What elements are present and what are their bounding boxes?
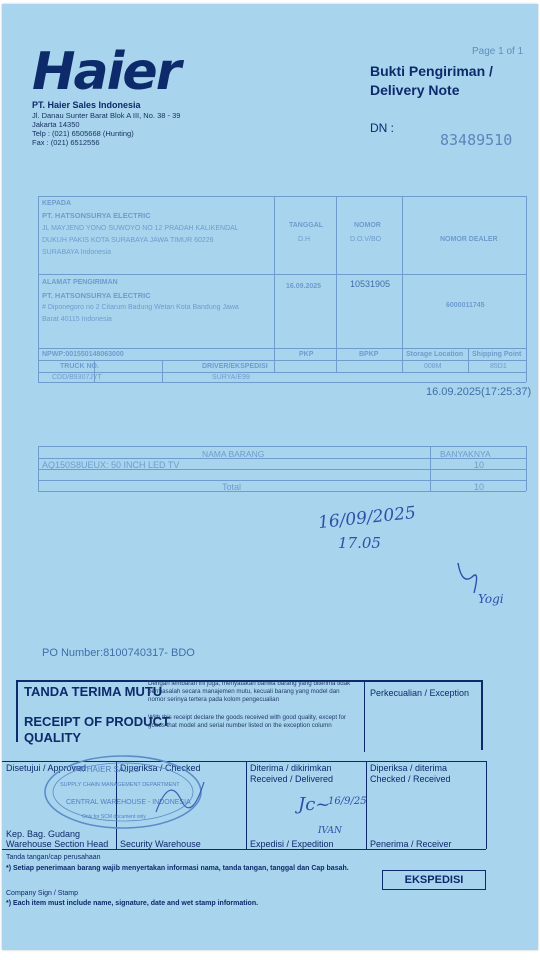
received-label-1: Diterima / dikirimkan [250,763,332,773]
checked-received-label-1: Diperiksa / diterima [370,763,448,773]
expedition-sign-date: 16/9/25 [328,796,367,807]
goods-item-qty: 10 [474,460,485,470]
shipping-point-value: 85D1 [490,363,507,370]
checked-received-label-2: Checked / Received [370,774,451,784]
print-timestamp: 16.09.2025(17:25:37) [426,386,532,398]
driver-name: SURYA/E99 [212,374,250,381]
dealer-label: NOMOR DEALER [440,236,498,243]
security-warehouse: Security Warehouse [120,839,201,849]
signature-scribble [452,559,492,599]
truck-number: CDD/B9307JYT [52,374,102,381]
consignee-name: PT. HATSONSURYA ELECTRIC [42,211,151,220]
exception-right-border [481,680,483,750]
company-name: PT. Haier Sales Indonesia [32,100,141,110]
po-number: PO Number:8100740317- BDO [42,647,195,659]
table-line [38,196,39,382]
handwritten-signature: Yogi [478,592,504,606]
document-title [370,62,493,100]
table-line [38,274,526,275]
table-line [38,360,526,361]
note-en: *) Each item must include name, signature, date and wet stamp information. [6,900,259,907]
kep-bag-gudang: Kep. Bag. Gudang [6,829,81,839]
address-line: Jl. Danau Sunter Barat Blok A III, No. 38 - 39 [32,111,181,120]
shipping-point-label: Shipping Point [472,351,522,358]
exception-label: Perkecualian / Exception [370,688,470,698]
receipt-statement-id: Dengan lembaran ini juga, menyatakan bahwa barang yang diterima tidak bermasalah secara manajemen mutu, kecuali barang yang model dan nomor serinya tertera pada kolom pengecualian [148,680,351,703]
table-line [402,196,403,372]
table-line [38,480,526,481]
nomor-value: D.O.V/BO [350,236,382,243]
goods-qty-header: BANYAKNYA [440,449,491,459]
table-line [526,446,527,491]
exception-divider [364,680,365,752]
sign-stamp-en: Company Sign / Stamp [6,890,78,897]
ekspedisi-box [382,870,486,890]
expedition-signature: Jc~ [298,794,331,815]
received-label-2: Received / Delivered [250,774,334,784]
stamp-signature-scribble [152,772,212,822]
table-line [38,491,526,492]
expedisi-label: Expedisi / Expedition [250,839,334,849]
delivery-address-1: # Diponegoro no 2 Citarum Badung Wetan Kota Bandung Jawa [42,304,239,311]
dn-label: DN : [370,121,394,135]
delivery-number: 10531905 [350,279,391,289]
table-line [38,446,526,447]
delivery-note-page [2,4,538,950]
goods-name-header: NAMA BARANG [202,449,265,459]
consignee-address-2: DUKUH PAKIS KOTA SURABAYA JAWA TIMUR 60226 [42,237,214,244]
grid-line [486,761,487,849]
pkp-label: PKP [299,351,314,358]
table-line [336,196,337,372]
receiver-label: Penerima / Receiver [370,839,452,849]
table-line [38,446,39,491]
grid-line [246,761,247,849]
company-address [32,111,180,147]
consignee-address-1: JL MAYJEND YONO SUWOYO NO 12 PRADAH KALIKENDAL [42,225,239,232]
table-line [38,382,526,383]
driver-label: DRIVER/EKSPEDISI [202,363,268,370]
storage-location-value: 008M [424,363,442,370]
table-line [38,372,526,373]
phone-line: Telp : (021) 6505668 (Hunting) [32,129,134,138]
handwritten-time: 17.05 [338,534,381,552]
receipt-title-id: TANDA TERIMA MUTU [24,684,163,699]
table-line [526,196,527,382]
svg-text:CENTRAL WAREHOUSE - INDONESIA: CENTRAL WAREHOUSE - INDONESIA [66,799,191,806]
table-line [38,348,526,349]
svg-text:SUPPLY CHAIN MANAGEMENT DEPART: SUPPLY CHAIN MANAGEMENT DEPARTMENT [60,782,180,788]
receipt-bracket [16,680,18,742]
handwritten-date: 16/09/2025 [317,502,417,534]
ekspedisi-copy-label: EKSPEDISI [404,874,464,886]
warehouse-section-head: Warehouse Section Head [6,839,109,849]
haier-logo: Haier [32,42,180,102]
dealer-number: 6000011745 [446,302,485,309]
npwp: NPWP:001550148063000 [42,351,124,358]
sign-stamp-id: Tanda tangan/cap perusahaan [6,854,101,861]
goods-total-label: Total [222,482,242,492]
nomor-label: NOMOR [354,222,381,229]
address-line: Jakarta 14350 [32,120,80,129]
title-line-1: Bukti Pengiriman / [370,63,493,79]
table-line [274,196,275,372]
note-id: *) Setiap penerimaan barang wajib menyertakan informasi nama, tanda tangan, tanggal dan Cap basah. [6,865,349,872]
receipt-title-en-1: RECEIPT OF PRODUCT [24,714,170,729]
truck-label: TRUCK NO. [60,363,99,370]
tanggal-label: TANGGAL [289,222,324,229]
delivery-name: PT. HATSONSURYA ELECTRIC [42,291,151,300]
consignee-city: SURABAYA Indonesia [42,249,112,256]
goods-item-name: AQ150S8UEUX: 50 INCH LED TV [42,460,180,470]
goods-total-value: 10 [474,482,485,492]
fax-line: Fax : (021) 6512556 [32,138,100,147]
title-line-2: Delivery Note [370,82,460,98]
delivery-address-2: Barat 40115 Indonesia [42,316,112,323]
checked-label: Diperiksa / Checked [120,763,201,773]
svg-text:PT. HAIER SALES: PT. HAIER SALES [73,765,140,774]
page-number: Page 1 of 1 [472,46,524,57]
storage-location-label: Storage Location [406,351,464,358]
table-line [468,348,469,372]
expedition-sign-name: IVAN [318,826,342,836]
table-line [162,360,163,382]
table-line [38,196,526,197]
alamat-label: ALAMAT PENGIRIMAN [42,279,118,286]
tanggal-value: D.H [298,236,311,243]
dn-number: 83489510 [440,131,513,149]
receipt-statement-en: With this receipt declare the goods received with good quality, except for goods that model and serial number listed on the exception column [148,714,346,729]
kepada-label: KEPADA [42,200,72,207]
svg-text:Only for SCM document only: Only for SCM document only [82,814,146,820]
table-line [430,446,431,491]
approved-label: Disetujui / Approved [6,763,87,773]
delivery-date: 16.09.2025 [286,283,322,290]
bpkp-label: BPKP [359,351,379,358]
receipt-title-en-2: QUALITY [24,730,82,745]
